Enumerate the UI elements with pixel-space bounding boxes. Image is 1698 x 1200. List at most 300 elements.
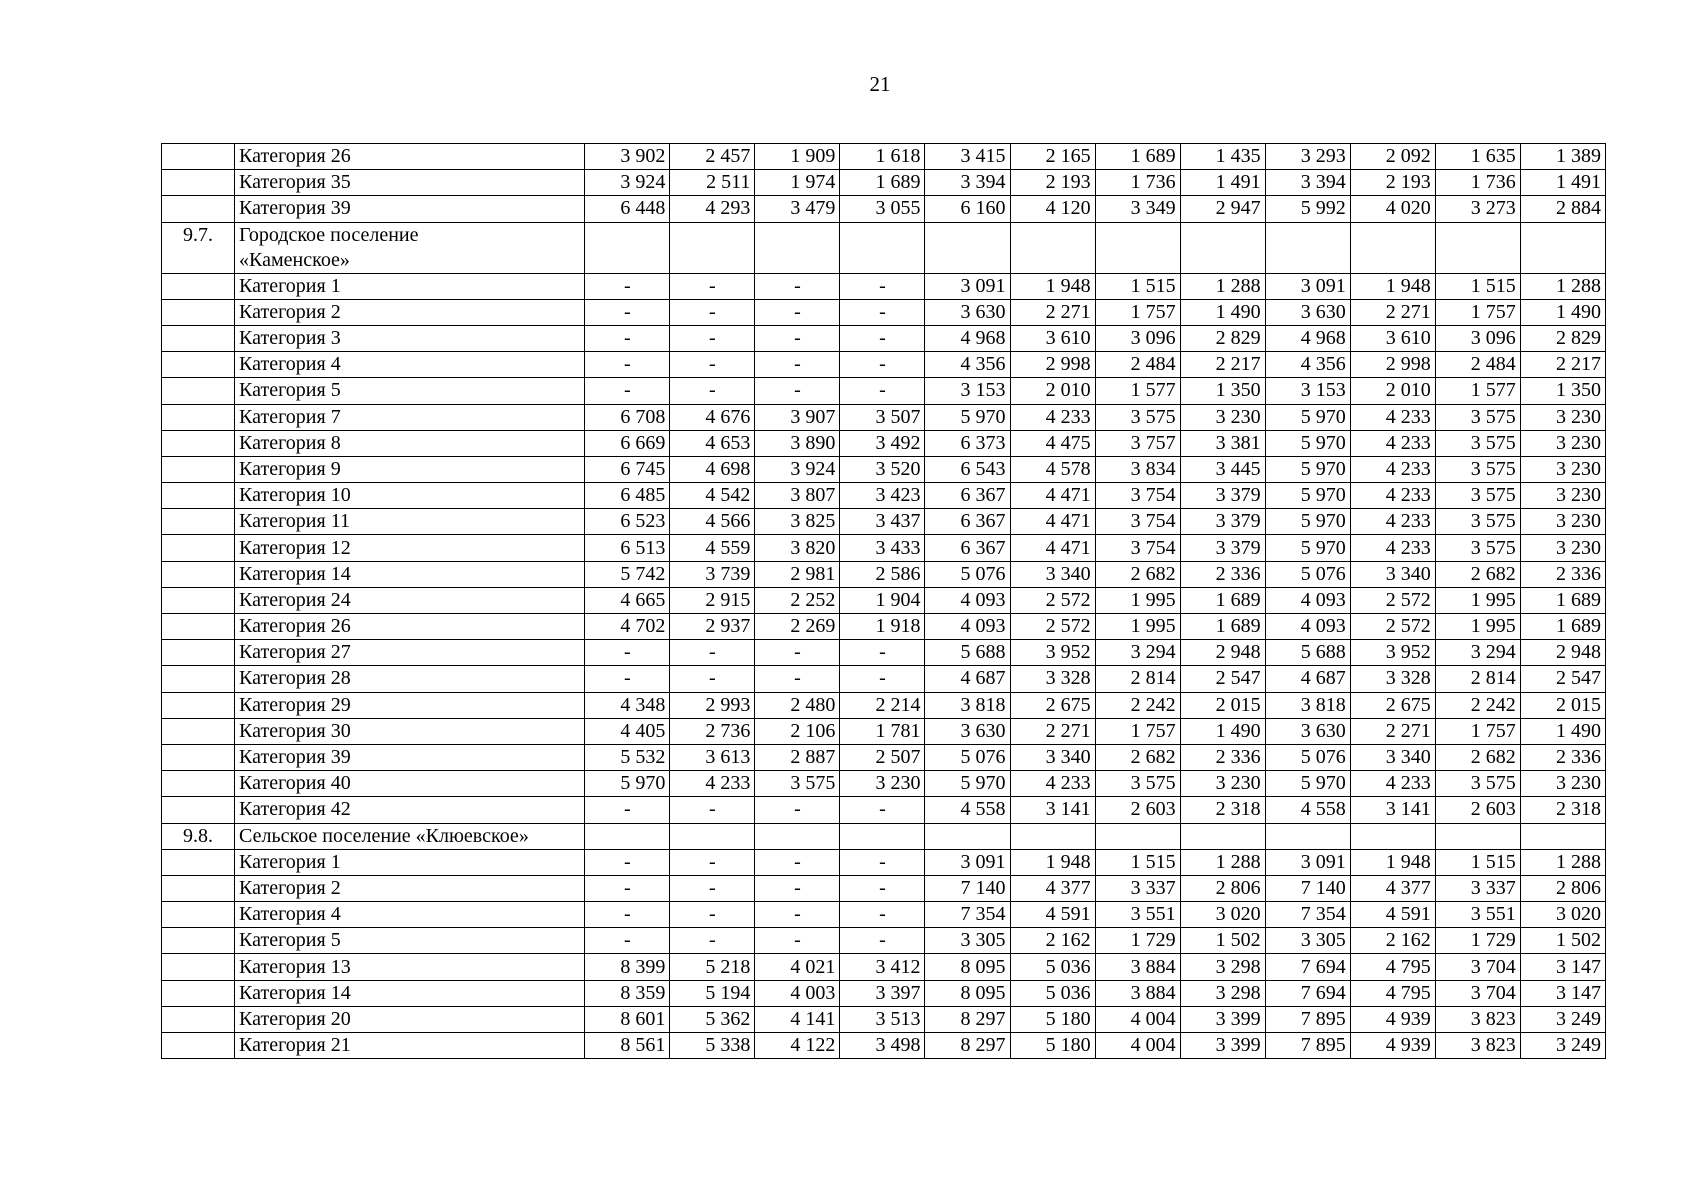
table-row bbox=[162, 666, 1606, 692]
value-cell: 3 551 bbox=[1095, 902, 1180, 928]
value-cell bbox=[840, 823, 925, 849]
value-cell: - bbox=[840, 928, 925, 954]
category-name-cell: Категория 10 bbox=[235, 483, 585, 509]
value-cell: 4 377 bbox=[1350, 875, 1435, 901]
value-cell: 4 122 bbox=[755, 1033, 840, 1059]
value-cell: - bbox=[755, 928, 840, 954]
row-number-cell bbox=[162, 509, 235, 535]
value-cell: 3 294 bbox=[1095, 640, 1180, 666]
value-cell: 3 575 bbox=[755, 771, 840, 797]
value-cell: 2 586 bbox=[840, 561, 925, 587]
value-cell: 3 630 bbox=[1265, 299, 1350, 325]
value-cell: - bbox=[840, 902, 925, 928]
value-cell: 3 337 bbox=[1095, 875, 1180, 901]
category-name-cell: Категория 20 bbox=[235, 1006, 585, 1032]
value-cell: 4 559 bbox=[670, 535, 755, 561]
value-cell: 2 675 bbox=[1010, 692, 1095, 718]
value-cell: 7 895 bbox=[1265, 1033, 1350, 1059]
value-cell: 6 485 bbox=[585, 483, 670, 509]
value-cell: 5 970 bbox=[925, 404, 1010, 430]
value-cell: 1 729 bbox=[1095, 928, 1180, 954]
value-cell: 3 492 bbox=[840, 430, 925, 456]
value-cell bbox=[1180, 222, 1265, 273]
table-row bbox=[162, 875, 1606, 901]
value-cell: 2 806 bbox=[1520, 875, 1605, 901]
value-cell: 5 362 bbox=[670, 1006, 755, 1032]
value-cell bbox=[755, 823, 840, 849]
row-number-cell bbox=[162, 535, 235, 561]
value-cell: 1 918 bbox=[840, 614, 925, 640]
value-cell: 5 970 bbox=[1265, 404, 1350, 430]
value-cell: 8 399 bbox=[585, 954, 670, 980]
value-cell: 2 948 bbox=[1520, 640, 1605, 666]
value-cell: 1 389 bbox=[1520, 144, 1605, 170]
table-row bbox=[162, 170, 1606, 196]
value-cell: 2 572 bbox=[1010, 614, 1095, 640]
value-cell: 1 350 bbox=[1180, 378, 1265, 404]
value-cell: 4 093 bbox=[925, 587, 1010, 613]
value-cell bbox=[1435, 222, 1520, 273]
value-cell: 2 242 bbox=[1435, 692, 1520, 718]
row-number-cell bbox=[162, 744, 235, 770]
value-cell: - bbox=[670, 640, 755, 666]
row-number-cell bbox=[162, 902, 235, 928]
value-cell: 3 055 bbox=[840, 196, 925, 222]
value-cell: 8 297 bbox=[925, 1006, 1010, 1032]
table-row bbox=[162, 614, 1606, 640]
value-cell: 1 502 bbox=[1180, 928, 1265, 954]
row-number-cell bbox=[162, 352, 235, 378]
value-cell: 1 948 bbox=[1010, 849, 1095, 875]
table-row bbox=[162, 928, 1606, 954]
row-number-cell bbox=[162, 273, 235, 299]
value-cell: 4 475 bbox=[1010, 430, 1095, 456]
value-cell: 2 162 bbox=[1350, 928, 1435, 954]
value-cell: 3 902 bbox=[585, 144, 670, 170]
value-cell: 2 092 bbox=[1350, 144, 1435, 170]
value-cell: 3 379 bbox=[1180, 535, 1265, 561]
value-cell: - bbox=[755, 325, 840, 351]
value-cell: 5 688 bbox=[1265, 640, 1350, 666]
value-cell: 2 736 bbox=[670, 718, 755, 744]
category-name-cell: Категория 39 bbox=[235, 744, 585, 770]
value-cell: 4 233 bbox=[1350, 483, 1435, 509]
row-number-cell: 9.8. bbox=[162, 823, 235, 849]
value-cell: 3 575 bbox=[1095, 404, 1180, 430]
value-cell: 2 915 bbox=[670, 587, 755, 613]
value-cell: 3 630 bbox=[1265, 718, 1350, 744]
table-row bbox=[162, 771, 1606, 797]
value-cell: 6 367 bbox=[925, 509, 1010, 535]
category-name-cell: Категория 2 bbox=[235, 875, 585, 901]
value-cell: 4 939 bbox=[1350, 1006, 1435, 1032]
value-cell: 6 448 bbox=[585, 196, 670, 222]
value-cell: - bbox=[670, 875, 755, 901]
value-cell bbox=[1350, 823, 1435, 849]
value-cell: 4 004 bbox=[1095, 1033, 1180, 1059]
value-cell: 3 328 bbox=[1350, 666, 1435, 692]
value-cell: 2 603 bbox=[1095, 797, 1180, 823]
category-name-cell: Категория 5 bbox=[235, 928, 585, 954]
value-cell: - bbox=[755, 849, 840, 875]
value-cell: 2 572 bbox=[1350, 587, 1435, 613]
value-cell: 3 924 bbox=[755, 456, 840, 482]
value-cell: - bbox=[755, 902, 840, 928]
category-name-cell: Категория 26 bbox=[235, 614, 585, 640]
category-name-cell: Категория 29 bbox=[235, 692, 585, 718]
value-cell: - bbox=[670, 849, 755, 875]
value-cell: 4 003 bbox=[755, 980, 840, 1006]
value-cell: 3 381 bbox=[1180, 430, 1265, 456]
value-cell: 8 359 bbox=[585, 980, 670, 1006]
row-number-cell bbox=[162, 1006, 235, 1032]
category-name-cell: Категория 4 bbox=[235, 902, 585, 928]
value-cell: 5 076 bbox=[1265, 744, 1350, 770]
row-number-cell bbox=[162, 928, 235, 954]
category-name-cell: Категория 11 bbox=[235, 509, 585, 535]
row-number-cell bbox=[162, 614, 235, 640]
value-cell: 3 397 bbox=[840, 980, 925, 1006]
category-name-cell: Категория 21 bbox=[235, 1033, 585, 1059]
value-cell: 8 095 bbox=[925, 980, 1010, 1006]
value-cell: 3 230 bbox=[1520, 483, 1605, 509]
value-cell: 2 010 bbox=[1010, 378, 1095, 404]
value-cell bbox=[840, 222, 925, 273]
value-cell: 3 020 bbox=[1520, 902, 1605, 928]
value-cell: 7 354 bbox=[1265, 902, 1350, 928]
value-cell: 2 814 bbox=[1095, 666, 1180, 692]
value-cell: 5 036 bbox=[1010, 954, 1095, 980]
value-cell: 3 091 bbox=[925, 849, 1010, 875]
value-cell: 1 288 bbox=[1180, 273, 1265, 299]
category-name-cell: Категория 14 bbox=[235, 980, 585, 1006]
category-name-cell: Категория 42 bbox=[235, 797, 585, 823]
value-cell: 4 471 bbox=[1010, 483, 1095, 509]
value-cell: 1 948 bbox=[1350, 849, 1435, 875]
value-cell: - bbox=[670, 299, 755, 325]
value-cell: 3 575 bbox=[1435, 430, 1520, 456]
value-cell: 1 577 bbox=[1435, 378, 1520, 404]
value-cell: 4 698 bbox=[670, 456, 755, 482]
value-cell: - bbox=[840, 352, 925, 378]
value-cell: 2 271 bbox=[1010, 299, 1095, 325]
value-cell: 2 162 bbox=[1010, 928, 1095, 954]
value-cell: 4 676 bbox=[670, 404, 755, 430]
table-row bbox=[162, 718, 1606, 744]
value-cell: 2 457 bbox=[670, 144, 755, 170]
value-cell: 3 415 bbox=[925, 144, 1010, 170]
table-row bbox=[162, 744, 1606, 770]
value-cell: 5 180 bbox=[1010, 1033, 1095, 1059]
row-number-cell: 9.7. bbox=[162, 222, 235, 273]
value-cell: 4 687 bbox=[925, 666, 1010, 692]
value-cell: 3 340 bbox=[1010, 561, 1095, 587]
value-cell: 1 435 bbox=[1180, 144, 1265, 170]
value-cell: 3 230 bbox=[840, 771, 925, 797]
value-cell: - bbox=[840, 849, 925, 875]
value-cell: - bbox=[585, 797, 670, 823]
value-cell: 2 887 bbox=[755, 744, 840, 770]
value-cell: 3 249 bbox=[1520, 1006, 1605, 1032]
value-cell: 1 995 bbox=[1095, 587, 1180, 613]
value-cell: 3 340 bbox=[1350, 744, 1435, 770]
value-cell: 3 818 bbox=[925, 692, 1010, 718]
value-cell bbox=[585, 823, 670, 849]
row-number-cell bbox=[162, 456, 235, 482]
value-cell: 8 601 bbox=[585, 1006, 670, 1032]
value-cell: 3 754 bbox=[1095, 483, 1180, 509]
value-cell: 1 689 bbox=[1520, 614, 1605, 640]
row-number-cell bbox=[162, 325, 235, 351]
value-cell: 2 336 bbox=[1520, 561, 1605, 587]
row-number-cell bbox=[162, 587, 235, 613]
value-cell: 4 093 bbox=[925, 614, 1010, 640]
category-name-cell: Категория 8 bbox=[235, 430, 585, 456]
value-cell: 2 318 bbox=[1180, 797, 1265, 823]
value-cell: 3 273 bbox=[1435, 196, 1520, 222]
value-cell: 3 575 bbox=[1435, 535, 1520, 561]
value-cell: 3 305 bbox=[925, 928, 1010, 954]
value-cell: 5 970 bbox=[1265, 771, 1350, 797]
value-cell: 3 610 bbox=[1350, 325, 1435, 351]
value-cell: 3 630 bbox=[925, 299, 1010, 325]
row-number-cell bbox=[162, 483, 235, 509]
value-cell: 4 233 bbox=[1350, 771, 1435, 797]
value-cell: 3 630 bbox=[925, 718, 1010, 744]
value-cell: 3 479 bbox=[755, 196, 840, 222]
value-cell: 5 036 bbox=[1010, 980, 1095, 1006]
value-cell: 2 682 bbox=[1095, 744, 1180, 770]
value-cell: 3 884 bbox=[1095, 954, 1180, 980]
value-cell: 1 757 bbox=[1095, 299, 1180, 325]
row-number-cell bbox=[162, 875, 235, 901]
value-cell: 6 513 bbox=[585, 535, 670, 561]
value-cell: 4 233 bbox=[1350, 430, 1435, 456]
value-cell bbox=[755, 222, 840, 273]
category-name-cell: Категория 13 bbox=[235, 954, 585, 980]
table-row bbox=[162, 797, 1606, 823]
value-cell: - bbox=[840, 378, 925, 404]
value-cell: 3 890 bbox=[755, 430, 840, 456]
value-cell: 2 829 bbox=[1520, 325, 1605, 351]
value-cell: 2 998 bbox=[1350, 352, 1435, 378]
category-name-cell: Категория 35 bbox=[235, 170, 585, 196]
value-cell: 3 739 bbox=[670, 561, 755, 587]
value-cell: 3 230 bbox=[1520, 430, 1605, 456]
value-cell: 3 337 bbox=[1435, 875, 1520, 901]
table-row bbox=[162, 561, 1606, 587]
value-cell: 3 834 bbox=[1095, 456, 1180, 482]
value-cell: 7 354 bbox=[925, 902, 1010, 928]
value-cell: 5 970 bbox=[1265, 535, 1350, 561]
value-cell: - bbox=[585, 378, 670, 404]
value-cell: 4 968 bbox=[1265, 325, 1350, 351]
value-cell: 1 515 bbox=[1095, 273, 1180, 299]
value-cell: 4 702 bbox=[585, 614, 670, 640]
value-cell: 3 249 bbox=[1520, 1033, 1605, 1059]
row-number-cell bbox=[162, 797, 235, 823]
value-cell: 3 230 bbox=[1520, 509, 1605, 535]
value-cell: 3 754 bbox=[1095, 535, 1180, 561]
value-cell: 4 233 bbox=[1350, 456, 1435, 482]
table-body bbox=[162, 144, 1606, 1059]
category-name-cell: Категория 26 bbox=[235, 144, 585, 170]
value-cell: - bbox=[755, 797, 840, 823]
value-cell: - bbox=[585, 299, 670, 325]
value-cell: 7 895 bbox=[1265, 1006, 1350, 1032]
value-cell: 3 820 bbox=[755, 535, 840, 561]
section-title-cell: Городское поселение «Каменское» bbox=[235, 222, 585, 273]
value-cell: 5 970 bbox=[1265, 483, 1350, 509]
value-cell bbox=[1520, 222, 1605, 273]
category-name-cell: Категория 24 bbox=[235, 587, 585, 613]
value-cell bbox=[1265, 823, 1350, 849]
value-cell: 4 377 bbox=[1010, 875, 1095, 901]
value-cell: 1 781 bbox=[840, 718, 925, 744]
value-cell: - bbox=[585, 928, 670, 954]
value-cell: 5 688 bbox=[925, 640, 1010, 666]
value-cell: 3 575 bbox=[1435, 483, 1520, 509]
value-cell: 5 194 bbox=[670, 980, 755, 1006]
value-cell: - bbox=[585, 849, 670, 875]
table-row bbox=[162, 849, 1606, 875]
value-cell: - bbox=[670, 902, 755, 928]
table-row bbox=[162, 325, 1606, 351]
value-cell: 4 141 bbox=[755, 1006, 840, 1032]
value-cell: 3 445 bbox=[1180, 456, 1265, 482]
value-cell: 4 093 bbox=[1265, 614, 1350, 640]
value-cell: 2 806 bbox=[1180, 875, 1265, 901]
value-cell bbox=[1095, 222, 1180, 273]
value-cell: 6 543 bbox=[925, 456, 1010, 482]
value-cell: 3 575 bbox=[1435, 456, 1520, 482]
value-cell: 3 230 bbox=[1520, 456, 1605, 482]
value-cell: 5 180 bbox=[1010, 1006, 1095, 1032]
value-cell: 3 807 bbox=[755, 483, 840, 509]
row-number-cell bbox=[162, 404, 235, 430]
value-cell: 7 140 bbox=[925, 875, 1010, 901]
row-number-cell bbox=[162, 378, 235, 404]
table-row bbox=[162, 144, 1606, 170]
section-row bbox=[162, 823, 1606, 849]
value-cell bbox=[670, 823, 755, 849]
value-cell: 2 981 bbox=[755, 561, 840, 587]
value-cell: 4 093 bbox=[1265, 587, 1350, 613]
value-cell: 4 795 bbox=[1350, 954, 1435, 980]
table-row bbox=[162, 299, 1606, 325]
value-cell: 3 091 bbox=[925, 273, 1010, 299]
value-cell: 3 340 bbox=[1010, 744, 1095, 770]
value-cell: 4 233 bbox=[1010, 404, 1095, 430]
category-name-cell: Категория 28 bbox=[235, 666, 585, 692]
value-cell bbox=[1265, 222, 1350, 273]
value-cell: 1 515 bbox=[1435, 273, 1520, 299]
value-cell: 2 937 bbox=[670, 614, 755, 640]
value-cell: 2 675 bbox=[1350, 692, 1435, 718]
value-cell: 7 694 bbox=[1265, 980, 1350, 1006]
value-cell: 1 491 bbox=[1180, 170, 1265, 196]
category-name-cell: Категория 12 bbox=[235, 535, 585, 561]
value-cell: 3 952 bbox=[1010, 640, 1095, 666]
value-cell: 2 271 bbox=[1350, 299, 1435, 325]
value-cell: 2 336 bbox=[1520, 744, 1605, 770]
value-cell: 2 682 bbox=[1435, 744, 1520, 770]
value-cell: 2 507 bbox=[840, 744, 925, 770]
category-name-cell: Категория 1 bbox=[235, 273, 585, 299]
value-cell: 4 578 bbox=[1010, 456, 1095, 482]
value-cell: 5 742 bbox=[585, 561, 670, 587]
value-cell: 6 708 bbox=[585, 404, 670, 430]
value-cell: 3 952 bbox=[1350, 640, 1435, 666]
value-cell: 4 233 bbox=[670, 771, 755, 797]
value-cell: - bbox=[755, 875, 840, 901]
value-cell: 3 394 bbox=[1265, 170, 1350, 196]
value-cell: 2 242 bbox=[1095, 692, 1180, 718]
value-cell: 1 515 bbox=[1435, 849, 1520, 875]
value-cell: 1 909 bbox=[755, 144, 840, 170]
table-row bbox=[162, 483, 1606, 509]
value-cell: 2 217 bbox=[1520, 352, 1605, 378]
value-cell: - bbox=[755, 640, 840, 666]
value-cell: 4 233 bbox=[1350, 404, 1435, 430]
value-cell: 2 682 bbox=[1095, 561, 1180, 587]
value-cell: 1 948 bbox=[1350, 273, 1435, 299]
row-number-cell bbox=[162, 666, 235, 692]
value-cell: 5 532 bbox=[585, 744, 670, 770]
value-cell: 1 689 bbox=[1095, 144, 1180, 170]
value-cell: 6 523 bbox=[585, 509, 670, 535]
value-cell: 3 153 bbox=[1265, 378, 1350, 404]
value-cell: 2 336 bbox=[1180, 561, 1265, 587]
value-cell: 2 271 bbox=[1350, 718, 1435, 744]
value-cell: 4 120 bbox=[1010, 196, 1095, 222]
value-cell: 1 729 bbox=[1435, 928, 1520, 954]
value-cell: 3 379 bbox=[1180, 509, 1265, 535]
category-name-cell: Категория 40 bbox=[235, 771, 585, 797]
value-cell: 3 520 bbox=[840, 456, 925, 482]
value-cell: 5 970 bbox=[1265, 509, 1350, 535]
value-cell: - bbox=[755, 299, 840, 325]
value-cell: - bbox=[585, 640, 670, 666]
value-cell: 6 160 bbox=[925, 196, 1010, 222]
value-cell: 1 948 bbox=[1010, 273, 1095, 299]
value-cell: 1 635 bbox=[1435, 144, 1520, 170]
value-cell: 3 293 bbox=[1265, 144, 1350, 170]
table-row bbox=[162, 1006, 1606, 1032]
value-cell: 5 970 bbox=[1265, 430, 1350, 456]
row-number-cell bbox=[162, 771, 235, 797]
value-cell: - bbox=[670, 325, 755, 351]
value-cell: 3 394 bbox=[925, 170, 1010, 196]
value-cell: 1 618 bbox=[840, 144, 925, 170]
value-cell: 4 233 bbox=[1010, 771, 1095, 797]
value-cell: 1 490 bbox=[1520, 299, 1605, 325]
value-cell: 3 141 bbox=[1010, 797, 1095, 823]
tariff-table bbox=[161, 143, 1606, 1059]
value-cell: 3 294 bbox=[1435, 640, 1520, 666]
table-row bbox=[162, 404, 1606, 430]
value-cell: 2 480 bbox=[755, 692, 840, 718]
category-name-cell: Категория 4 bbox=[235, 352, 585, 378]
row-number-cell bbox=[162, 561, 235, 587]
value-cell: 3 437 bbox=[840, 509, 925, 535]
value-cell: 3 575 bbox=[1095, 771, 1180, 797]
value-cell bbox=[670, 222, 755, 273]
value-cell: 2 998 bbox=[1010, 352, 1095, 378]
section-row bbox=[162, 222, 1606, 273]
value-cell: 3 513 bbox=[840, 1006, 925, 1032]
value-cell: 3 147 bbox=[1520, 954, 1605, 980]
